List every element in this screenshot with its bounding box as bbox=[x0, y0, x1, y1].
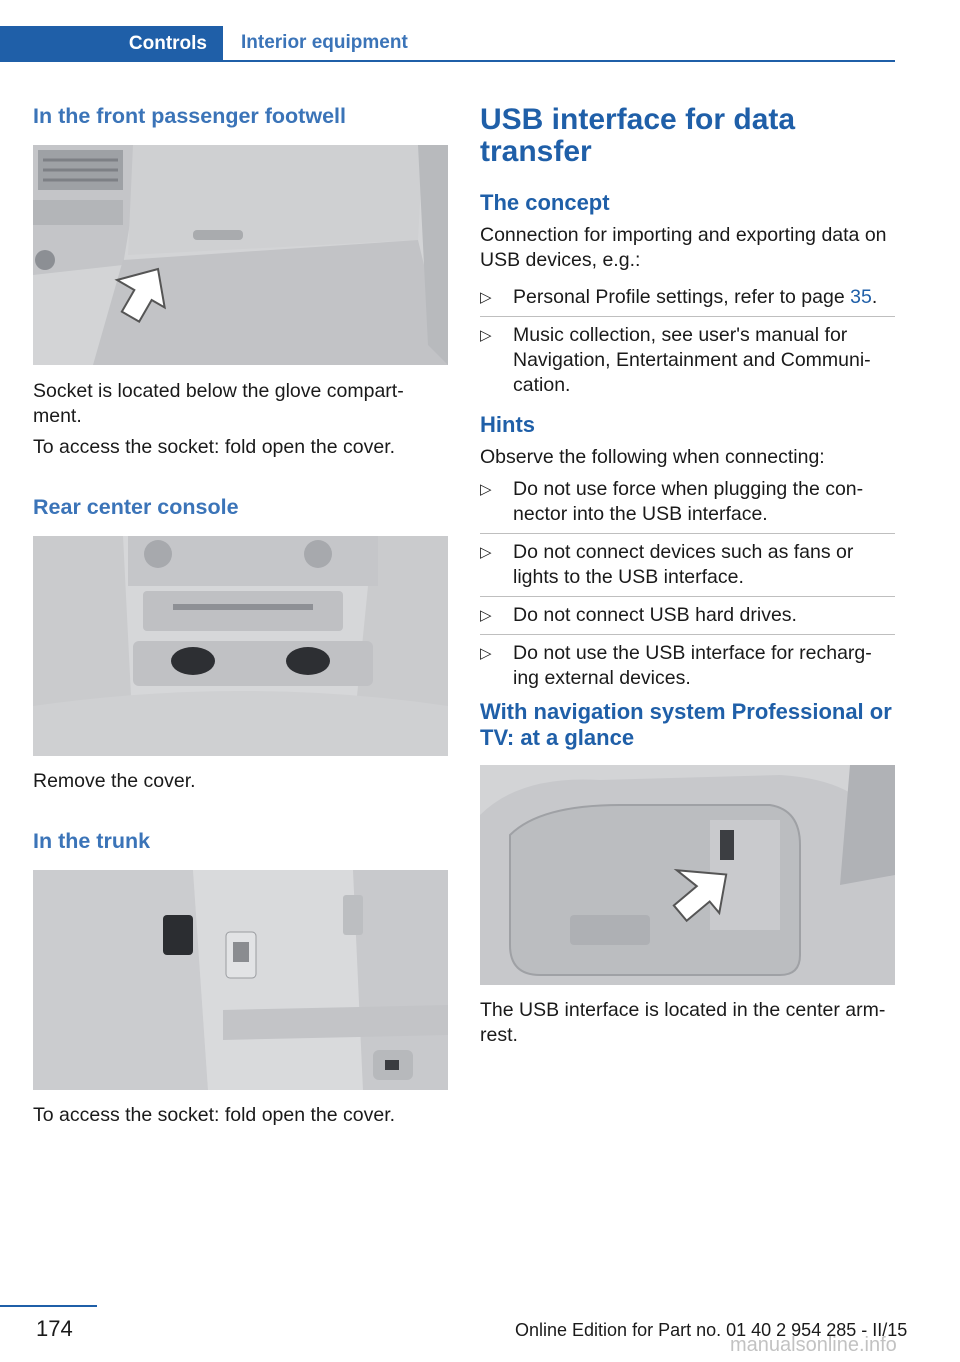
header-rule bbox=[0, 60, 895, 62]
tab-interior-equipment[interactable]: Interior equipment bbox=[241, 32, 408, 53]
photo-center-armrest-usb bbox=[480, 765, 895, 985]
title-usb-interface: USB interface for data transfer bbox=[480, 103, 796, 168]
bullet-triangle-icon: ▷ bbox=[480, 327, 492, 344]
list-item bbox=[480, 317, 895, 404]
list-item bbox=[480, 471, 895, 534]
list-item bbox=[480, 534, 895, 597]
photo-passenger-footwell bbox=[33, 145, 448, 365]
list-item bbox=[480, 597, 895, 635]
text-fold-open-cover-2: To access the socket: fold open the cover. bbox=[33, 1104, 396, 1126]
page-link[interactable]: 35 bbox=[850, 286, 872, 308]
page-number: 174 bbox=[36, 1316, 73, 1341]
bullet-triangle-icon: ▷ bbox=[480, 481, 492, 498]
heading-the-concept: The concept bbox=[480, 190, 610, 215]
text-usb-location: The USB interface is located in the center arm‐rest. bbox=[480, 999, 886, 1046]
concept-item-text: Music collection, see user's manual for Navigation, Entertainment and Communi‐cation. bbox=[513, 324, 871, 396]
heading-hints: Hints bbox=[480, 412, 535, 437]
footer-rule bbox=[0, 1305, 97, 1307]
hint-item-text: Do not connect USB hard drives. bbox=[513, 604, 797, 626]
heading-rear-center-console: Rear center console bbox=[33, 495, 239, 519]
tab-controls[interactable]: Controls bbox=[0, 26, 223, 62]
list-item bbox=[480, 635, 895, 697]
page-header bbox=[0, 26, 895, 62]
hint-item-text: Do not use the USB interface for recharg‐ing external devices. bbox=[513, 642, 872, 689]
photo-trunk bbox=[33, 870, 448, 1090]
concept-list bbox=[480, 279, 895, 404]
hints-list bbox=[480, 471, 895, 697]
heading-front-passenger-footwell: In the front passenger footwell bbox=[33, 104, 346, 128]
bullet-triangle-icon: ▷ bbox=[480, 607, 492, 624]
text-hints: Observe the following when connecting: bbox=[480, 446, 825, 468]
watermark: manualsonline.info bbox=[730, 1334, 897, 1356]
text-remove-cover: Remove the cover. bbox=[33, 770, 196, 792]
bullet-triangle-icon: ▷ bbox=[480, 544, 492, 561]
hint-item-text: Do not use force when plugging the con‐nector into the USB interface. bbox=[513, 478, 864, 525]
hint-item-text: Do not connect devices such as fans or lights to the USB interface. bbox=[513, 541, 854, 588]
concept-item-text: Personal Profile settings, refer to page bbox=[513, 286, 851, 308]
concept-item-suffix: . bbox=[871, 286, 878, 308]
bullet-triangle-icon: ▷ bbox=[480, 289, 492, 306]
text-socket-location: Socket is located below the glove compart‐ment. bbox=[33, 380, 404, 427]
heading-navigation-professional: With navigation system Professional or TV: at a glance bbox=[480, 699, 892, 750]
heading-in-the-trunk: In the trunk bbox=[33, 829, 151, 853]
bullet-triangle-icon: ▷ bbox=[480, 645, 492, 662]
edition-info: Online Edition for Part no. 01 40 2 954 285 - II/15 bbox=[515, 1320, 908, 1340]
photo-rear-center-console bbox=[33, 536, 448, 756]
text-concept: Connection for importing and exporting data on USB devices, e.g.: bbox=[480, 224, 887, 271]
list-item bbox=[480, 279, 895, 317]
text-fold-open-cover-1: To access the socket: fold open the cover. bbox=[33, 436, 396, 458]
